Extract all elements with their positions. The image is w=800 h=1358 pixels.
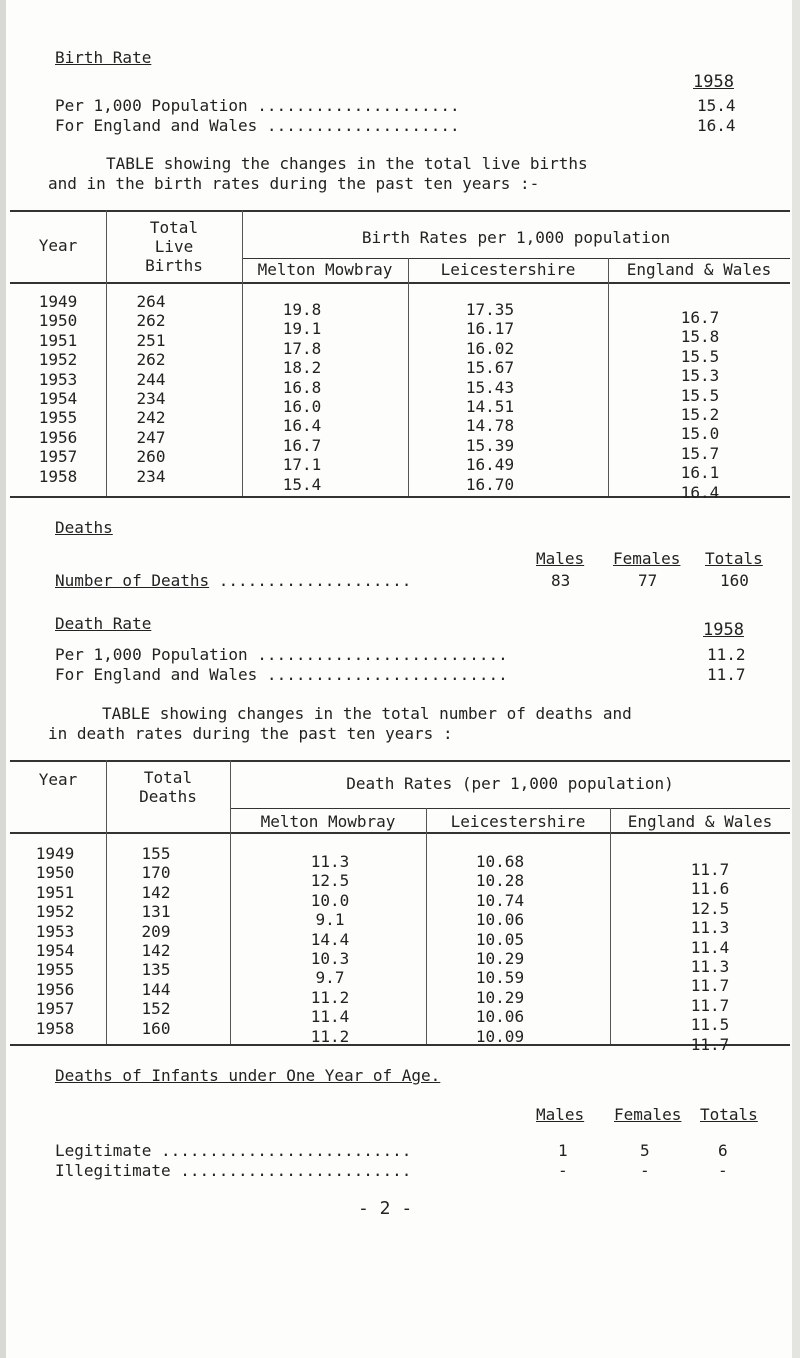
cell-year: 1957 — [38, 447, 78, 467]
infants-col-totals: Totals — [700, 1105, 758, 1124]
infants-legitimate-males: 1 — [558, 1141, 568, 1160]
cell-leicestershire: 10.29 — [475, 949, 525, 969]
cell-leicestershire: 10.06 — [475, 910, 525, 930]
col-england — [650, 860, 770, 1054]
cell-leicestershire: 15.43 — [465, 377, 515, 397]
col-header-total-2: Deaths — [139, 787, 197, 806]
cell-total: 152 — [141, 999, 171, 1019]
cell-leicestershire: 10.28 — [475, 871, 525, 891]
cell-year: 1949 — [38, 292, 78, 311]
cell-england: 16.1 — [680, 463, 720, 483]
infants-legitimate-totals: 6 — [718, 1141, 728, 1160]
cell-melton: 11.4 — [310, 1007, 350, 1027]
row-label: Number of Deaths — [55, 571, 210, 590]
infants-row-legitimate: Legitimate .......................... — [55, 1141, 412, 1160]
table-rule — [242, 258, 790, 259]
table-divider — [610, 808, 611, 1044]
cell-total: 170 — [141, 863, 171, 883]
births-table-caption-2: and in the birth rates during the past ten years :- — [48, 174, 540, 193]
cell-melton: 16.7 — [282, 435, 322, 455]
death-rate-row-population: Per 1,000 Population .......................... — [55, 645, 508, 664]
sub-header-melton: Melton Mowbray — [257, 260, 393, 279]
cell-melton: 19.8 — [282, 300, 322, 319]
col-years — [10, 844, 100, 1038]
cell-england: 15.7 — [680, 443, 720, 463]
cell-total: 234 — [136, 389, 166, 409]
cell-year: 1955 — [38, 408, 78, 428]
deaths-males-value: 83 — [551, 571, 571, 590]
row-label: For England and Wales — [55, 116, 258, 135]
infants-col-females: Females — [614, 1105, 682, 1124]
cell-leicestershire: 15.39 — [465, 435, 515, 455]
infants-row-illegitimate: Illegitimate ........................ — [55, 1161, 412, 1180]
infants-legitimate-females: 5 — [640, 1141, 650, 1160]
cell-total: 160 — [141, 1018, 171, 1038]
cell-melton: 11.3 — [310, 852, 350, 871]
cell-melton: 19.1 — [282, 319, 322, 339]
cell-year: 1949 — [35, 844, 75, 863]
deaths-col-females: Females — [613, 549, 681, 568]
col-leicestershire — [430, 300, 550, 494]
row-label: Per 1,000 Population — [55, 96, 248, 115]
cell-england: 11.7 — [690, 860, 730, 879]
cell-leicestershire: 10.09 — [475, 1026, 525, 1046]
cell-england: 16.4 — [680, 482, 720, 502]
cell-total: 251 — [136, 330, 166, 350]
cell-england: 15.0 — [680, 424, 720, 444]
cell-leicestershire: 17.35 — [465, 300, 515, 319]
col-totals — [106, 292, 196, 486]
sub-header-leicestershire: Leicestershire — [450, 812, 586, 831]
row-label: Legitimate — [55, 1141, 152, 1160]
birth-rate-heading: Birth Rate — [55, 48, 152, 67]
deaths-heading: Deaths — [55, 518, 113, 537]
cell-year: 1953 — [35, 921, 75, 941]
deaths-col-males: Males — [536, 549, 585, 568]
cell-england: 11.7 — [690, 1034, 730, 1054]
cell-leicestershire: 16.49 — [465, 455, 515, 475]
sub-header-england: England & Wales — [626, 260, 772, 279]
cell-leicestershire: 10.06 — [475, 1007, 525, 1027]
cell-year: 1957 — [35, 999, 75, 1019]
infants-illegitimate-totals: - — [718, 1161, 728, 1180]
cell-melton: 14.4 — [310, 929, 350, 949]
group-header: Birth Rates per 1,000 population — [361, 228, 671, 247]
cell-total: 242 — [136, 408, 166, 428]
cell-year: 1952 — [38, 350, 78, 370]
cell-melton: 15.4 — [282, 474, 322, 494]
col-header-total-2: Live — [154, 237, 194, 256]
cell-year: 1953 — [38, 369, 78, 389]
cell-leicestershire: 16.02 — [465, 338, 515, 358]
births-table-caption-1: TABLE showing the changes in the total live births — [106, 154, 588, 173]
birth-rate-value-england: 16.4 — [697, 116, 736, 135]
col-melton — [270, 852, 390, 1046]
number-of-deaths-row: Number of Deaths .................... — [55, 571, 412, 590]
cell-year: 1956 — [38, 427, 78, 447]
page-left-edge — [0, 0, 6, 1358]
deaths-females-value: 77 — [638, 571, 658, 590]
cell-melton: 17.1 — [282, 455, 322, 475]
birth-rate-row-population: Per 1,000 Population ..................... — [55, 96, 460, 115]
col-header-year: Year — [38, 236, 78, 255]
cell-year: 1954 — [35, 941, 75, 961]
cell-total: 142 — [141, 941, 171, 961]
cell-year: 1951 — [35, 882, 75, 902]
cell-melton: 17.8 — [282, 338, 322, 358]
cell-leicestershire: 10.29 — [475, 987, 525, 1007]
cell-year: 1950 — [38, 311, 78, 331]
cell-melton: 16.4 — [282, 416, 322, 436]
cell-england: 11.5 — [690, 1015, 730, 1035]
death-rate-value-population: 11.2 — [707, 645, 746, 664]
cell-england: 16.7 — [680, 308, 720, 327]
table-rule — [10, 760, 790, 762]
cell-total: 264 — [136, 292, 166, 311]
cell-melton: 9.1 — [315, 910, 345, 930]
infants-illegitimate-females: - — [640, 1161, 650, 1180]
deaths-table-caption-1: TABLE showing changes in the total number of deaths and — [102, 704, 632, 723]
infants-illegitimate-males: - — [558, 1161, 568, 1180]
cell-leicestershire: 10.59 — [475, 968, 525, 988]
deaths-table — [10, 760, 790, 1054]
cell-leicestershire: 10.68 — [475, 852, 525, 871]
cell-leicestershire: 10.05 — [475, 929, 525, 949]
col-header-total-1: Total — [143, 768, 193, 787]
cell-leicestershire: 15.67 — [465, 358, 515, 378]
cell-england: 11.7 — [690, 995, 730, 1015]
col-england — [640, 308, 760, 502]
table-divider — [408, 258, 409, 496]
cell-england: 11.7 — [690, 976, 730, 996]
cell-year: 1955 — [35, 960, 75, 980]
cell-england: 15.5 — [680, 385, 720, 405]
sub-header-melton: Melton Mowbray — [260, 812, 396, 831]
cell-year: 1951 — [38, 330, 78, 350]
cell-leicestershire: 16.17 — [465, 319, 515, 339]
table-divider — [230, 760, 231, 1044]
cell-total: 262 — [136, 350, 166, 370]
cell-total: 262 — [136, 311, 166, 331]
cell-total: 131 — [141, 902, 171, 922]
cell-total: 260 — [136, 447, 166, 467]
cell-year: 1958 — [35, 1018, 75, 1038]
cell-year: 1950 — [35, 863, 75, 883]
death-rate-heading: Death Rate — [55, 614, 152, 633]
cell-leicestershire: 14.78 — [465, 416, 515, 436]
col-years — [10, 292, 106, 486]
cell-melton: 9.7 — [315, 968, 345, 988]
cell-melton: 16.0 — [282, 397, 322, 417]
cell-england: 15.5 — [680, 346, 720, 366]
row-label: For England and Wales — [55, 665, 258, 684]
cell-england: 12.5 — [690, 898, 730, 918]
birth-rate-row-england: For England and Wales .................... — [55, 116, 460, 135]
col-header-year: Year — [38, 770, 78, 789]
death-rate-value-england: 11.7 — [707, 665, 746, 684]
cell-melton: 10.0 — [310, 890, 350, 910]
cell-total: 209 — [141, 921, 171, 941]
page-number: - 2 - — [358, 1198, 413, 1219]
col-header-total-3: Births — [145, 256, 203, 275]
table-rule — [230, 808, 790, 809]
sub-header-leicestershire: Leicestershire — [440, 260, 576, 279]
cell-total: 135 — [141, 960, 171, 980]
col-header-total-1: Total — [149, 218, 199, 237]
cell-england: 15.3 — [680, 366, 720, 386]
births-table — [10, 210, 790, 500]
table-rule — [10, 832, 790, 834]
page-right-edge — [792, 0, 800, 1358]
cell-leicestershire: 10.74 — [475, 890, 525, 910]
cell-total: 155 — [141, 844, 171, 863]
sub-header-england: England & Wales — [627, 812, 773, 831]
cell-england: 11.3 — [690, 957, 730, 977]
col-melton — [242, 300, 362, 494]
birth-rate-year: 1958 — [693, 72, 734, 92]
cell-melton: 12.5 — [310, 871, 350, 891]
row-label: Illegitimate — [55, 1161, 171, 1180]
cell-total: 247 — [136, 427, 166, 447]
cell-melton: 11.2 — [310, 987, 350, 1007]
deaths-totals-value: 160 — [720, 571, 749, 590]
cell-melton: 18.2 — [282, 358, 322, 378]
cell-england: 11.6 — [690, 879, 730, 899]
cell-leicestershire: 14.51 — [465, 397, 515, 417]
cell-year: 1958 — [38, 466, 78, 486]
cell-total: 144 — [141, 979, 171, 999]
table-rule — [10, 282, 790, 284]
cell-england: 15.8 — [680, 327, 720, 347]
cell-england: 11.4 — [690, 937, 730, 957]
cell-leicestershire: 16.70 — [465, 474, 515, 494]
death-rate-row-england: For England and Wales ......................... — [55, 665, 508, 684]
cell-melton: 11.2 — [310, 1026, 350, 1046]
table-divider — [426, 808, 427, 1044]
cell-england: 11.3 — [690, 918, 730, 938]
cell-melton: 16.8 — [282, 377, 322, 397]
deaths-col-totals: Totals — [705, 549, 763, 568]
group-header: Death Rates (per 1,000 population) — [346, 774, 674, 793]
deaths-table-caption-2: in death rates during the past ten years : — [48, 724, 453, 743]
table-rule — [10, 210, 790, 212]
cell-year: 1956 — [35, 979, 75, 999]
col-totals — [106, 844, 206, 1038]
row-label: Per 1,000 Population — [55, 645, 248, 664]
table-divider — [608, 258, 609, 496]
cell-year: 1952 — [35, 902, 75, 922]
infants-col-males: Males — [536, 1105, 585, 1124]
cell-year: 1954 — [38, 389, 78, 409]
cell-total: 234 — [136, 466, 166, 486]
cell-melton: 10.3 — [310, 949, 350, 969]
death-rate-year: 1958 — [703, 620, 744, 640]
col-leicestershire — [440, 852, 560, 1046]
cell-total: 142 — [141, 882, 171, 902]
cell-total: 244 — [136, 369, 166, 389]
birth-rate-value-population: 15.4 — [697, 96, 736, 115]
cell-england: 15.2 — [680, 405, 720, 425]
infant-deaths-heading: Deaths of Infants under One Year of Age. — [55, 1066, 441, 1085]
